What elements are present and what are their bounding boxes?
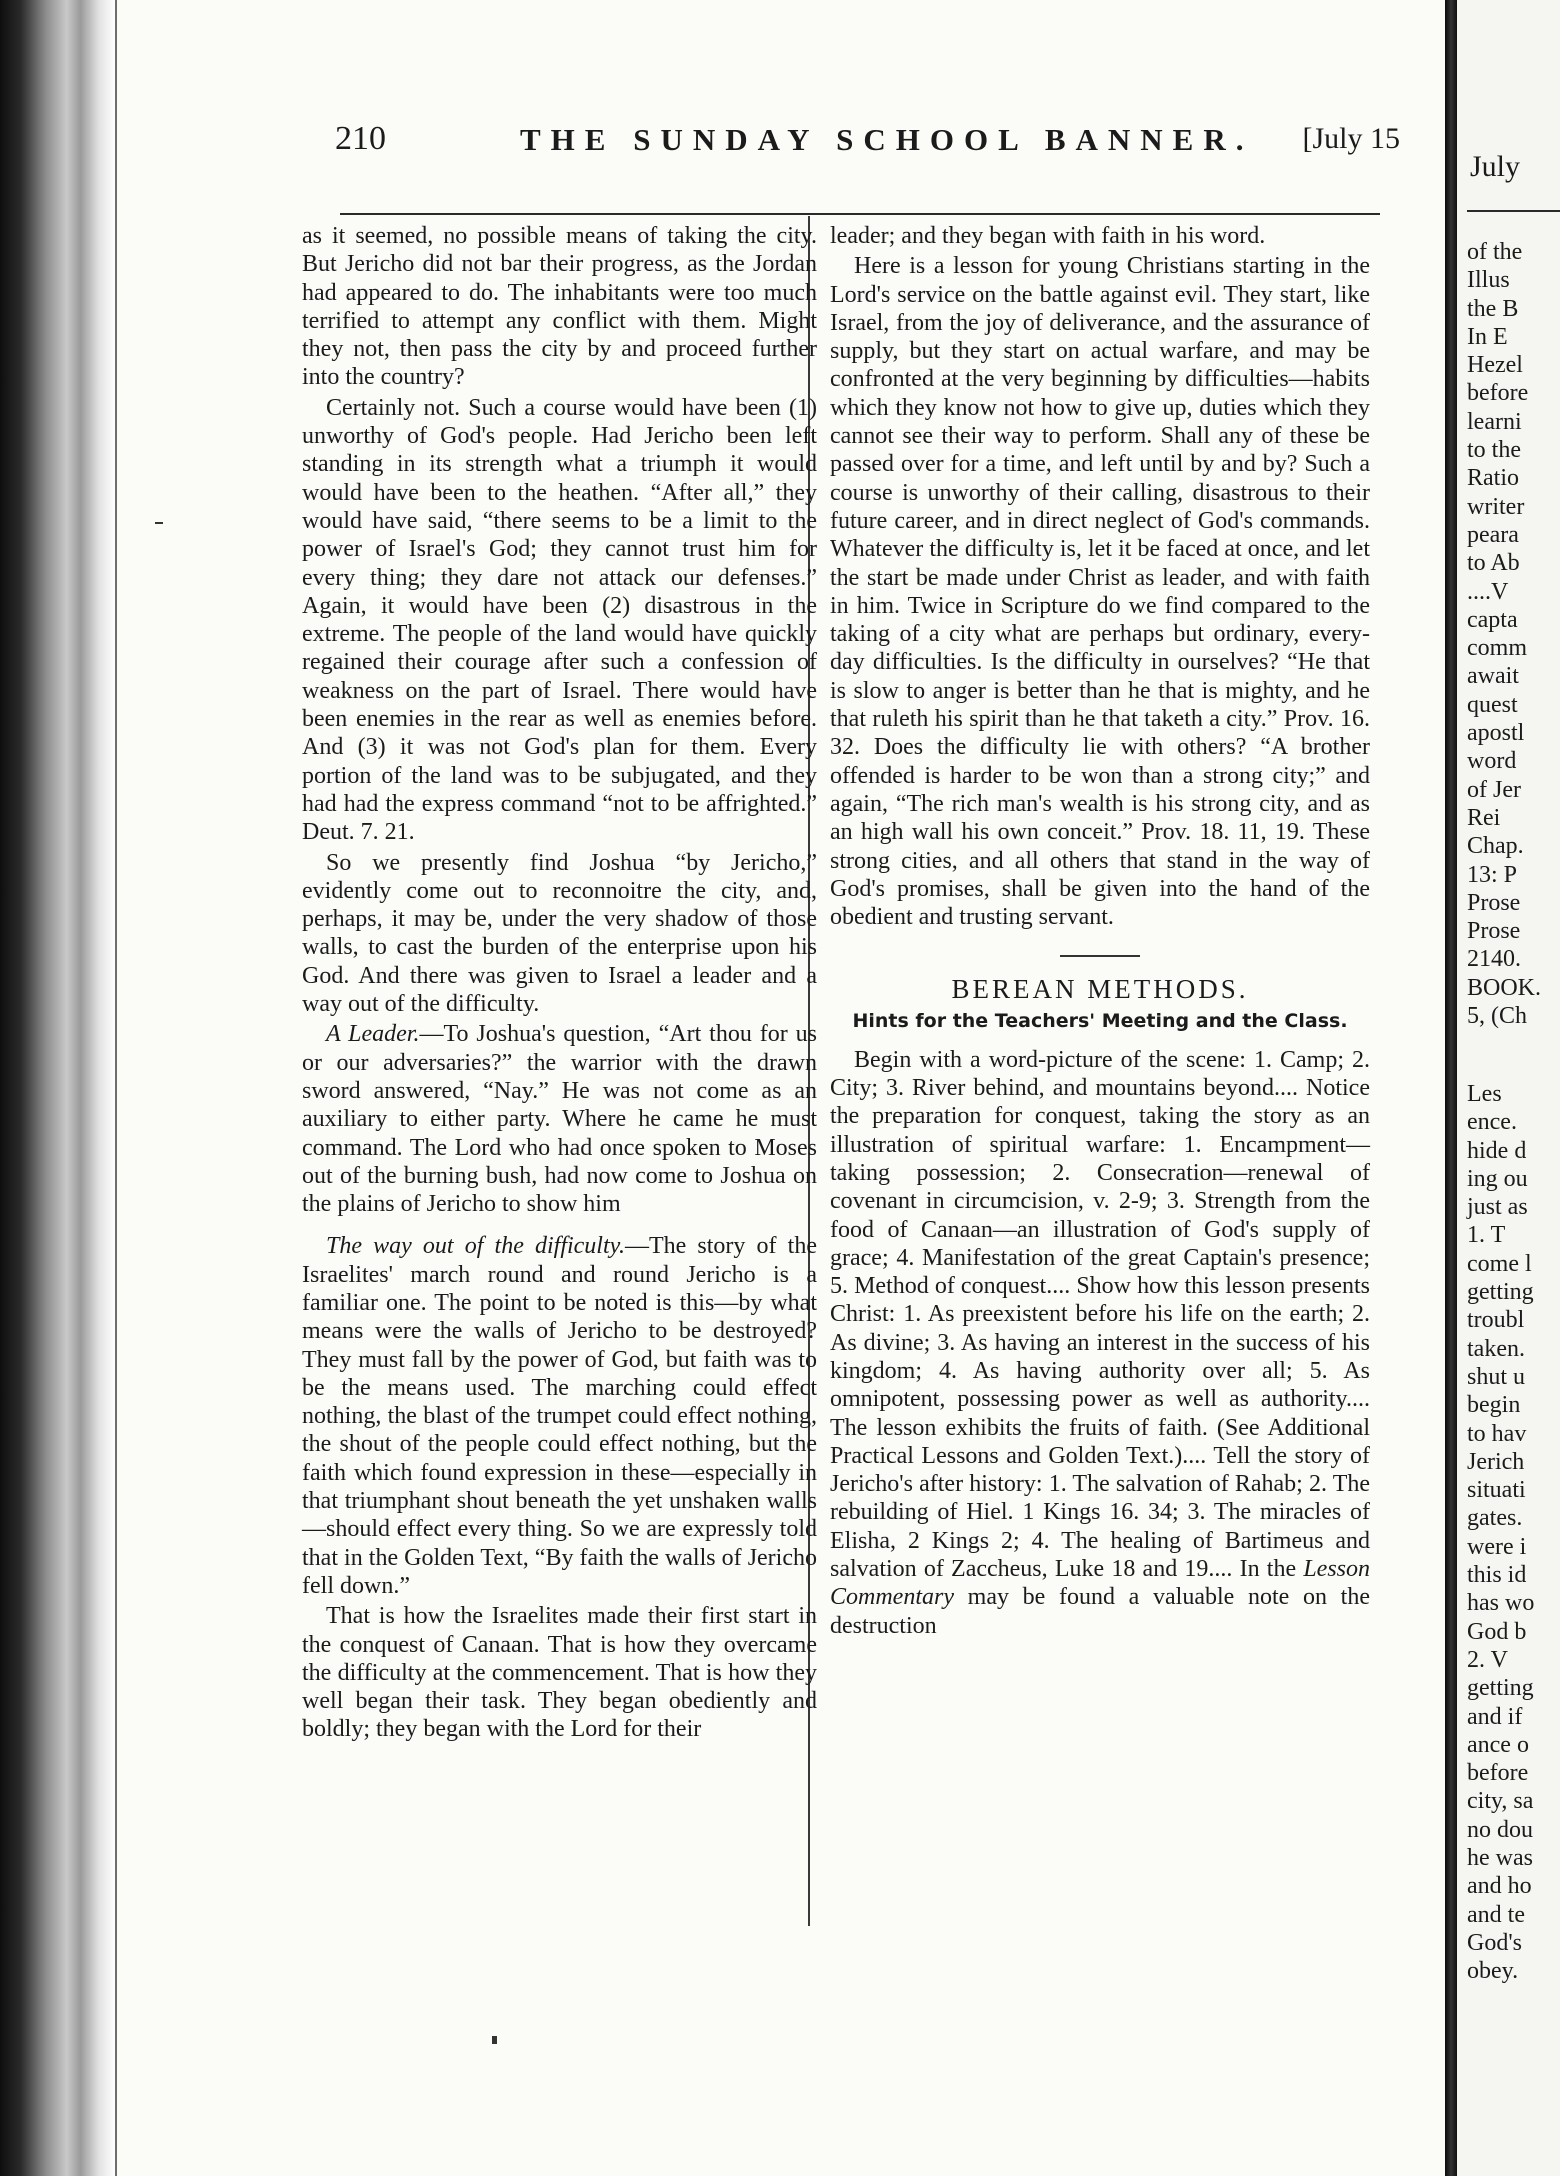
facing-page-line: shut u: [1467, 1363, 1526, 1390]
facing-page-line: Illus: [1467, 267, 1510, 294]
footer-mark: [492, 2036, 497, 2044]
facing-page-line: Les: [1467, 1081, 1502, 1107]
left-column: [302, 222, 817, 1744]
facing-page-line: hide d: [1467, 1137, 1527, 1164]
facing-page-line: ence.: [1467, 1109, 1517, 1136]
facing-page-line: ance o: [1467, 1731, 1529, 1758]
facing-page-line: getting: [1467, 1279, 1534, 1306]
facing-page-line: to Ab: [1467, 550, 1520, 577]
facing-page-line: await: [1467, 663, 1519, 690]
facing-page-line: obey.: [1467, 1958, 1519, 1985]
facing-page-line: gates.: [1467, 1505, 1523, 1532]
facing-page-line: Hezel: [1467, 352, 1523, 379]
paragraph: as it seemed, no possible means of taking the city. But Jericho did not bar their progress, as the Jordan had appeared to do. The inhabitants were too much terrified to attempt any conflict with them. Might they not, then pass the city by and proceed further into the country?: [302, 223, 817, 391]
header-rule: [340, 213, 1380, 215]
facing-page-line: 2. V: [1467, 1646, 1508, 1673]
paragraph-text: Begin with a word-picture of the scene: 1. Camp; 2. City; 3. River behind, and mountains beyond.... Notice the preparation for conquest, taking the story as an illustration of spiritual warfare: 1. Encampment—taking possession; 2. Consecration—renewal of covenant in circumcision, v. 2-9; 3. Strength from the food of Canaan—an illustration of God's supply of grace; 4. Manifestation of the great Captain's presence; 5. Method of conquest.... Show how this lesson presents Christ: 1. As preexistent before his life on the earth; 2. As divine; 3. As having an interest in the success of his kingdom; 4. As having authority over all; 5. As omnipotent, possessing power as well as authority.... The lesson exhibits the fruits of faith. (See Additional Practical Lessons and Golden Text.).... Tell the story of Jericho's after history: 1. The salvation of Rahab; 2. The rebuilding of Hiel. 1 Kings 16. 34; 3. The miracles of Elisha, 2 Kings 2; 4. The healing of Bartimeus and salvation of Zaccheus, Luke 18 and 19.... In the: [830, 1046, 1370, 1583]
facing-page-line: taken.: [1467, 1335, 1525, 1362]
running-title: THE SUNDAY SCHOOL BANNER.: [520, 122, 1254, 157]
paragraph-italic: Lesson Commentary: [830, 1556, 1371, 1611]
section-rule: [1060, 955, 1140, 957]
facing-page-line: were i: [1467, 1533, 1527, 1560]
facing-page-line: to hav: [1467, 1420, 1527, 1447]
facing-page-line: of the: [1467, 239, 1523, 265]
paragraph: Certainly not. Such a course would have been (1) unworthy of God's people. Had Jericho been left standing in its strength what a triumph it would would have been to the heathen. “After all,” they would have said, “there seems to be a limit to the power of Israel's God; they cannot trust him for every thing; they dare not attack our defenses.” Again, it would have been (2) disastrous in the extreme. The people of the land would have quickly regained their courage after such a confession of weakness on the part of Israel. There would have been enemies in the rear as well as enemies before. And (3) it was not God's plan for them. Every portion of the land was to be subjugated, and they had had the express command “not to be affrighted.” Deut. 7. 21.: [302, 394, 817, 846]
facing-page-line: ing ou: [1467, 1165, 1528, 1192]
facing-page-line: BOOK.: [1467, 974, 1542, 1001]
book-page-edges: [0, 0, 115, 2176]
facing-page-line: no dou: [1467, 1816, 1533, 1843]
facing-page-line: getting: [1467, 1675, 1534, 1702]
paragraph: [302, 1020, 817, 1218]
paragraph: That is how the Israelites made their first start in the conquest of Canaan. That is how they overcame the difficulty at the commencement. That is how they well began their task. They began obediently and boldly; they began with the Lord for their: [302, 1603, 817, 1743]
right-column: [830, 222, 1370, 1640]
facing-page-line: capta: [1467, 606, 1518, 633]
facing-page-line: word: [1467, 748, 1517, 775]
paragraph-text: —The story of the Israelites' march round and round Jericho is a familiar one. The point to be noted is this—by what means were the walls of Jericho to be destroyed? They must fall by the power of God, but faith was to be the means used. The marching could effect nothing, the blast of the trumpet could effect nothing, the shout of the people could effect nothing, but the faith which found expression in these—especially in that triumphant shout beneath the yet unshaken walls—should effect every thing. So we are expressly told that in the Golden Text, “By faith the walls of Jericho fell down.”: [302, 1233, 817, 1599]
facing-page-text-bottom: [1467, 1080, 1560, 1986]
margin-mark: [155, 522, 163, 524]
facing-page-line: Chap.: [1467, 833, 1524, 860]
facing-page-rule: [1467, 210, 1560, 212]
facing-page-line: this id: [1467, 1562, 1527, 1589]
facing-page-line: come l: [1467, 1250, 1532, 1277]
facing-page-line: writer: [1467, 493, 1525, 520]
facing-page-line: and te: [1467, 1901, 1525, 1928]
section-heading: BEREAN METHODS.: [951, 974, 1249, 1005]
facing-page-line: comm: [1467, 635, 1527, 662]
facing-page-line: 13: P: [1467, 861, 1518, 888]
facing-page-line: to the: [1467, 437, 1521, 464]
book-gutter: [1445, 0, 1457, 2176]
facing-page-line: the B: [1467, 295, 1519, 322]
paragraph-label: The way out of the difficulty.: [326, 1233, 625, 1260]
facing-page-line: God's: [1467, 1929, 1522, 1956]
section-subheading: Hints for the Teachers' Meeting and the Class.: [852, 1009, 1348, 1032]
facing-page-line: troubl: [1467, 1307, 1525, 1334]
facing-page-line: city, sa: [1467, 1788, 1534, 1815]
facing-page-line: quest: [1467, 691, 1518, 718]
facing-page-line: situati: [1467, 1477, 1526, 1504]
facing-page-line: 2140.: [1467, 946, 1521, 973]
facing-page-line: In E: [1467, 323, 1508, 350]
facing-page-line: and ho: [1467, 1873, 1532, 1900]
facing-page-line: before: [1467, 380, 1529, 407]
facing-page-line: Prose: [1467, 918, 1521, 945]
paragraph: So we presently find Joshua “by Jericho,” evidently come out to reconnoitre the city, and, perhaps, it may be, under the very shadow of those walls, to cast the burden of the enterprise upon his God. And there was given to Israel a leader and a way out of the difficulty.: [302, 849, 817, 1018]
paragraph: [830, 1046, 1370, 1640]
facing-page-line: Prose: [1467, 889, 1521, 916]
facing-page-line: peara: [1467, 521, 1519, 548]
facing-page-line: Ratio: [1467, 465, 1519, 492]
paragraph-label: A Leader.: [326, 1021, 420, 1048]
facing-page-line: 5, (Ch: [1467, 1003, 1527, 1030]
facing-page-line: before: [1467, 1760, 1529, 1787]
paragraph: Here is a lesson for young Christians starting in the Lord's service on the battle against evil. They start, like Israel, from the joy of deliverance, and the assurance of supply, but they start on actual warfare, and may be confronted at the very beginning by difficulties—habits which they know not how to give up, duties which they cannot see their way to perform. Shall any of these be passed over for a time, and left until by and by? Such a course is unworthy of their calling, disastrous to their future career, and in direct neglect of God's commands. Whatever the difficulty is, let it be faced at once, and let the start be made under Christ as leader, and with faith in him. Twice in Scripture do we find compared to the taking of a city what are perhaps but ordinary, every-day difficulties. Is the difficulty in ourselves? “He that is slow to anger is better than he that is mighty, and he that ruleth his spirit than he that taketh a city.” Prov. 16. 32. Does the difficulty lie with others? “A brother offended is harder to be won than a strong city;” and again, “The rich man's wealth is his strong city, and as an high wall his own conceit.” Prov. 18. 11, 19. These strong cities, and all others that stand in the way of God's promises, shall be given into the hand of the obedient and trusting servant.: [830, 253, 1370, 931]
facing-page-line: apostl: [1467, 720, 1525, 747]
paragraph: [302, 1232, 817, 1600]
paragraph: leader; and they began with faith in his word.: [830, 223, 1266, 249]
facing-page-line: just as: [1467, 1194, 1528, 1221]
facing-page-line: and if: [1467, 1703, 1523, 1730]
facing-page-line: of Jer: [1467, 776, 1521, 803]
paragraph-text: may be found a valuable note on the destruction: [830, 1584, 1370, 1639]
facing-page-line: ....V: [1467, 578, 1509, 605]
facing-page-header: July: [1470, 150, 1521, 183]
facing-page-line: has wo: [1467, 1590, 1535, 1617]
facing-page-line: begin: [1467, 1392, 1521, 1419]
facing-page-line: God b: [1467, 1618, 1527, 1645]
running-date: [July 15: [1302, 122, 1400, 155]
facing-page-line: Jerich: [1467, 1448, 1525, 1475]
page-header: [240, 108, 1400, 168]
facing-page-line: learni: [1467, 408, 1522, 435]
facing-page-line: he was: [1467, 1845, 1533, 1872]
paragraph-text: —To Joshua's question, “Art thou for us or our adversaries?” the warrior with the drawn sword answered, “Nay.” He was not come as an auxiliary to either party. Where he came he must command. The Lord who had once spoken to Moses out of the burning bush, had now come to Joshua on the plains of Jericho to show him: [302, 1021, 818, 1218]
facing-page-text-top: [1467, 238, 1560, 1030]
facing-page-line: 1. T: [1467, 1222, 1506, 1249]
page-number: 210: [335, 120, 386, 157]
facing-page-line: Rei: [1467, 804, 1501, 831]
